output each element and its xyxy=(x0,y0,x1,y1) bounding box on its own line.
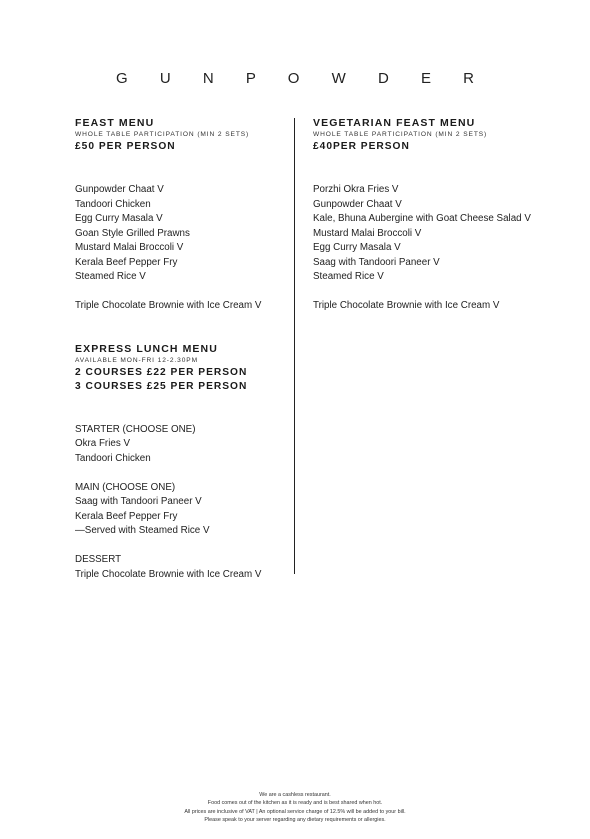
express-price-two-courses: 2 COURSES £22 PER PERSON xyxy=(75,366,248,378)
menu-item: Egg Curry Masala V xyxy=(313,242,401,253)
footer-line: We are a cashless restaurant. xyxy=(259,792,331,798)
menu-item: Steamed Rice V xyxy=(75,271,146,282)
vegetarian-feast-items xyxy=(313,183,573,314)
menu-item: Gunpowder Chaat V xyxy=(313,198,402,210)
menu-item: Egg Curry Masala V xyxy=(75,213,163,224)
brand-logo-text: G U N P O W D E R xyxy=(116,70,488,87)
vegetarian-feast-subtitle: WHOLE TABLE PARTICIPATION (MIN 2 SETS) xyxy=(313,131,488,138)
menu-item-dessert: Triple Chocolate Brownie with Ice Cream V xyxy=(313,300,500,311)
menu-item: Kale, Bhuna Aubergine with Goat Cheese Salad V xyxy=(313,213,531,224)
feast-menu-price: £50 PER PERSON xyxy=(75,141,176,152)
menu-item: Gunpowder Chaat V xyxy=(75,184,164,195)
express-lunch-section xyxy=(75,342,290,583)
left-column xyxy=(75,116,290,582)
vegetarian-feast-title: VEGETARIAN FEAST MENU xyxy=(313,117,476,129)
column-divider xyxy=(294,118,295,574)
menu-item: Kerala Beef Pepper Fry xyxy=(75,510,178,522)
menu-item: Mustard Malai Broccoli V xyxy=(75,242,184,253)
menu-item: Porzhi Okra Fries V xyxy=(313,184,399,195)
express-price-three-courses: 3 COURSES £25 PER PERSON xyxy=(75,380,248,392)
course-heading-main: MAIN (CHOOSE ONE) xyxy=(75,481,176,493)
menu-item: Kerala Beef Pepper Fry xyxy=(75,256,178,268)
footer-line: Food comes out of the kitchen as it is ready and is best shared when hot. xyxy=(207,800,383,807)
feast-menu-title: FEAST MENU xyxy=(75,117,155,129)
menu-item: Triple Chocolate Brownie with Ice Cream V xyxy=(75,568,262,580)
express-lunch-title: EXPRESS LUNCH MENU xyxy=(75,342,218,355)
menu-item-note: —Served with Steamed Rice V xyxy=(75,525,210,536)
course-heading-starter: STARTER (CHOOSE ONE) xyxy=(75,423,196,435)
menu-item-dessert: Triple Chocolate Brownie with Ice Cream V xyxy=(75,300,262,311)
course-heading-dessert: DESSERT xyxy=(75,554,122,565)
menu-item: Saag with Tandoori Paneer V xyxy=(75,496,202,507)
feast-menu-section xyxy=(75,116,290,314)
vegetarian-feast-price: £40PER PERSON xyxy=(313,141,410,152)
menu-item: Mustard Malai Broccoli V xyxy=(313,227,422,239)
menu-item: Goan Style Grilled Prawns xyxy=(75,227,190,239)
right-column xyxy=(313,116,573,314)
express-lunch-items xyxy=(75,423,290,583)
footer-notes xyxy=(0,791,590,824)
menu-item: Saag with Tandoori Paneer V xyxy=(313,256,440,268)
feast-menu-items xyxy=(75,183,290,314)
menu-item: Steamed Rice V xyxy=(313,271,384,282)
menu-item: Tandoori Chicken xyxy=(75,452,151,464)
menu-item: Tandoori Chicken xyxy=(75,198,151,210)
footer-line: All prices are inclusive of VAT | An optional service charge of 12.5% will be added to your bill. xyxy=(184,808,406,815)
footer-line: Please speak to your server regarding any dietary requirements or allergies. xyxy=(204,816,386,823)
vegetarian-feast-section xyxy=(313,116,573,314)
menu-item: Okra Fries V xyxy=(75,438,130,449)
feast-menu-subtitle: WHOLE TABLE PARTICIPATION (MIN 2 SETS) xyxy=(75,131,250,138)
express-lunch-subtitle: AVAILABLE MON-FRI 12-2.30PM xyxy=(75,356,198,364)
